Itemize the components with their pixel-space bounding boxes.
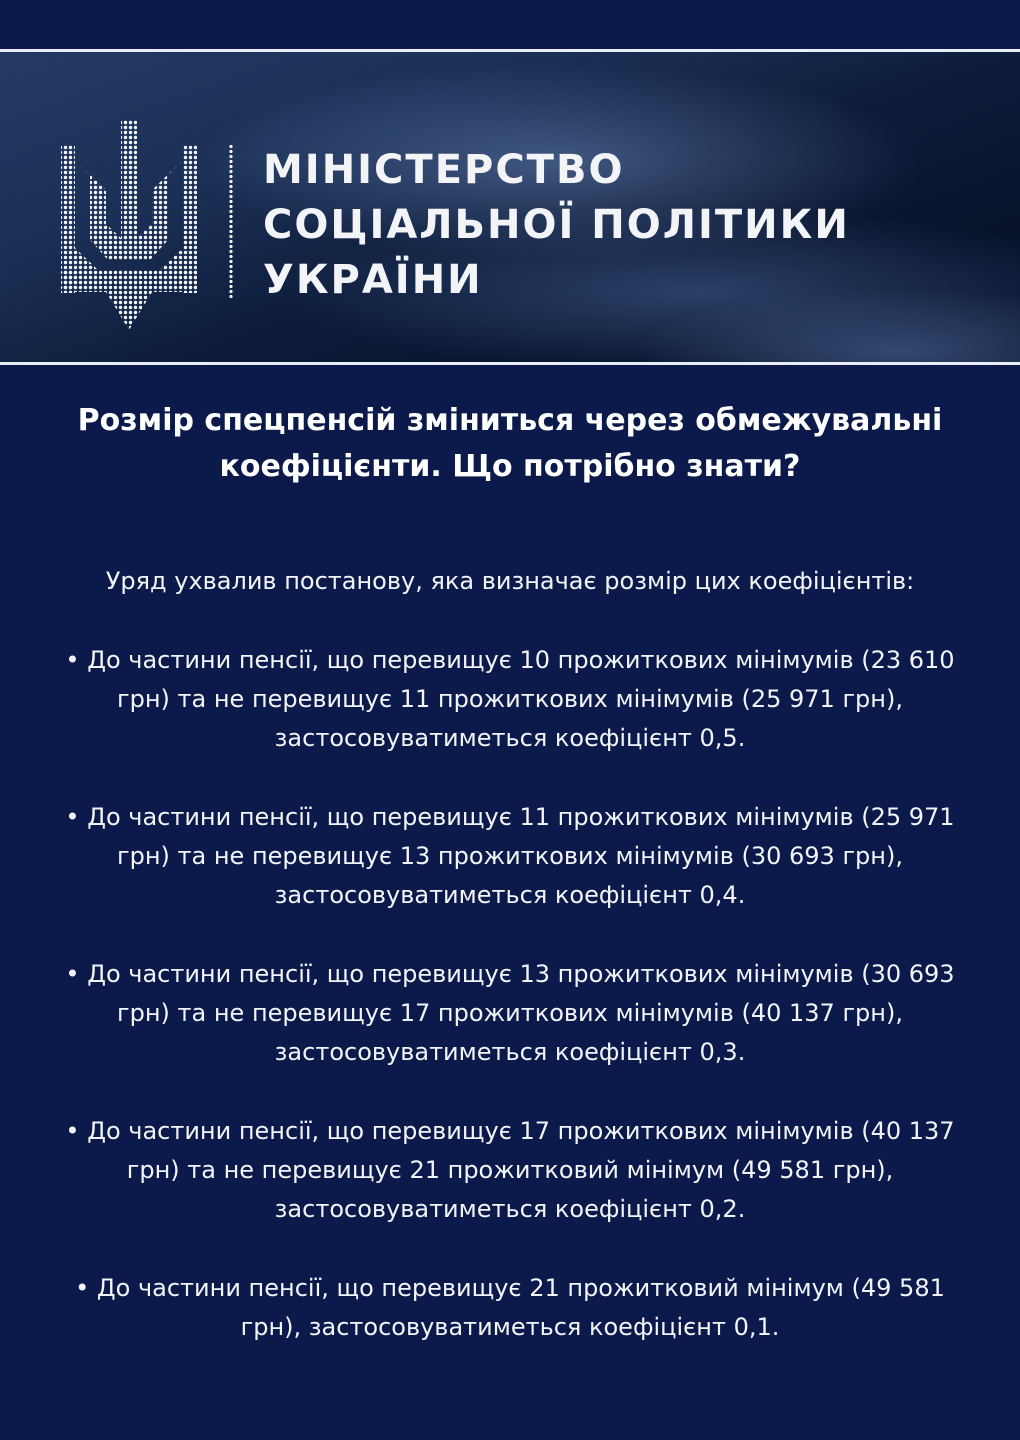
- coefficient-item-4: • До частини пенсії, що перевищує 17 прожиткових мінімумів (40 137 грн) та не перевищує 21 прожитковий мінімум (49 581 грн), застосовуватиметься коефіцієнт 0,2.: [65, 1117, 955, 1223]
- coefficient-item-1: • До частини пенсії, що перевищує 10 прожиткових мінімумів (23 610 грн) та не перевищує 11 прожиткових мінімумів (25 971 грн), застосовуватиметься коефіцієнт 0,5.: [65, 646, 955, 752]
- ministry-name-line-1: МІНІСТЕРСТВО: [263, 147, 625, 193]
- coefficient-item-3: • До частини пенсії, що перевищує 13 прожиткових мінімумів (30 693 грн) та не перевищує 17 прожиткових мінімумів (40 137 грн), застосовуватиметься коефіцієнт 0,3.: [65, 960, 955, 1066]
- ministry-name-line-2: СОЦІАЛЬНОЇ ПОЛІТИКИ: [263, 202, 850, 248]
- emblem-divider: [229, 144, 233, 298]
- article-body: [60, 562, 960, 1387]
- ministry-name-line-3: УКРАЇНИ: [263, 257, 483, 303]
- page-title: Розмір спецпенсій зміниться через обмежувальні коефіцієнти. Що потрібно знати?: [77, 403, 943, 484]
- intro-paragraph: Уряд ухвалив постанову, яка визначає розмір цих коефіцієнтів:: [105, 567, 915, 595]
- coefficient-item-2: • До частини пенсії, що перевищує 11 прожиткових мінімумів (25 971 грн) та не перевищує 13 прожиткових мінімумів (30 693 грн), застосовуватиметься коефіцієнт 0,4.: [65, 803, 955, 909]
- trident-icon: [58, 120, 200, 330]
- bottom-rule: [0, 362, 1020, 365]
- ministry-banner: [0, 52, 1020, 362]
- coefficient-item-5: • До частини пенсії, що перевищує 21 прожитковий мінімум (49 581 грн), застосовуватиметься коефіцієнт 0,1.: [75, 1274, 945, 1341]
- ministry-name: [263, 143, 850, 308]
